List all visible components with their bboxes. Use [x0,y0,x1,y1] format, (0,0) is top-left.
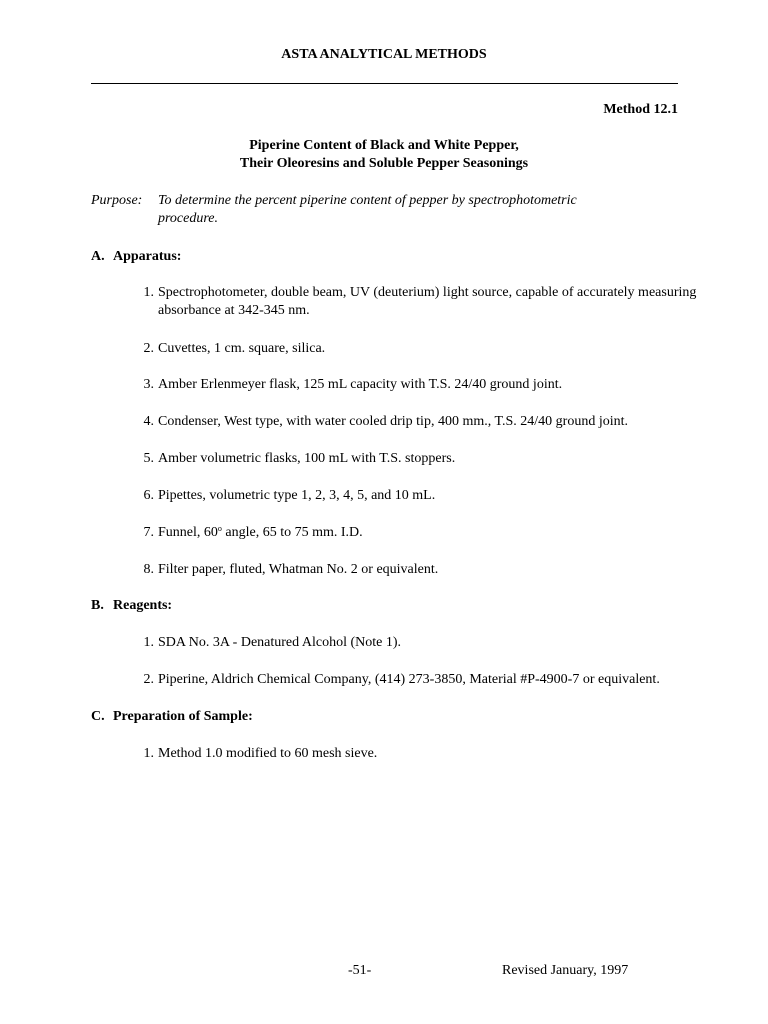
item-text: Condenser, West type, with water cooled drip tip, 400 mm., T.S. 24/40 ground joint. [158,414,628,429]
item-number: 1. [143,746,154,761]
item-text-before: Funnel, 60 [158,525,218,540]
item-text: SDA No. 3A - Denatured Alcohol (Note 1). [158,635,402,650]
section-title: Reagents: [113,598,173,613]
item-text: Cuvettes, 1 cm. square, silica. [158,341,326,356]
section-apparatus-heading [91,248,181,266]
item-number: 8. [143,562,154,577]
purpose-label: Purpose: [91,193,143,208]
item-text: Method 1.0 modified to 60 mesh sieve. [158,746,378,761]
item-number: 3. [143,377,154,392]
section-letter: B. [91,598,104,613]
item-number: 7. [143,525,154,540]
section-title: Apparatus: [113,249,182,264]
revision-date: Revised January, 1997 [502,963,629,978]
item-number: 6. [143,488,154,503]
item-number: 5. [143,451,154,466]
item-text: Pipettes, volumetric type 1, 2, 3, 4, 5, and 10 mL. [158,488,436,503]
header-rule [91,83,678,84]
page-number: -51- [348,963,372,978]
section-letter: C. [91,709,105,724]
section-preparation-heading [91,708,253,726]
section-reagents-heading [91,597,172,615]
section-letter: A. [91,249,105,264]
item-text-after: angle, 65 to 75 mm. I.D. [221,525,363,540]
item-text: Piperine, Aldrich Chemical Company, (414) 273-3850, Material #P-4900-7 or equivalent. [158,672,660,687]
item-number: 2. [143,672,154,687]
item-text: Spectrophotometer, double beam, UV (deuterium) light source, capable of accurately measuring absorbance at 342-345 nm. [158,285,697,318]
item-number: 2. [143,341,154,356]
title-line-2: Their Oleoresins and Soluble Pepper Seasonings [239,156,529,171]
item-text: Amber volumetric flasks, 100 mL with T.S. stoppers. [158,451,456,466]
item-number: 4. [143,414,154,429]
item-text [158,524,698,542]
document-title [0,137,768,173]
degree-symbol: o [217,524,222,533]
title-line-1: Piperine Content of Black and White Pepper, [249,138,519,153]
section-title: Preparation of Sample: [113,709,253,724]
item-text: Filter paper, fluted, Whatman No. 2 or equivalent. [158,562,439,577]
item-text: Amber Erlenmeyer flask, 125 mL capacity with T.S. 24/40 ground joint. [158,377,563,392]
item-number: 1. [143,635,154,650]
purpose-text: To determine the percent piperine content of pepper by spectrophotometric procedure. [158,193,577,226]
method-number: Method 12.1 [603,102,678,117]
document-header: ASTA ANALYTICAL METHODS [281,47,487,62]
item-number: 1. [143,285,154,300]
